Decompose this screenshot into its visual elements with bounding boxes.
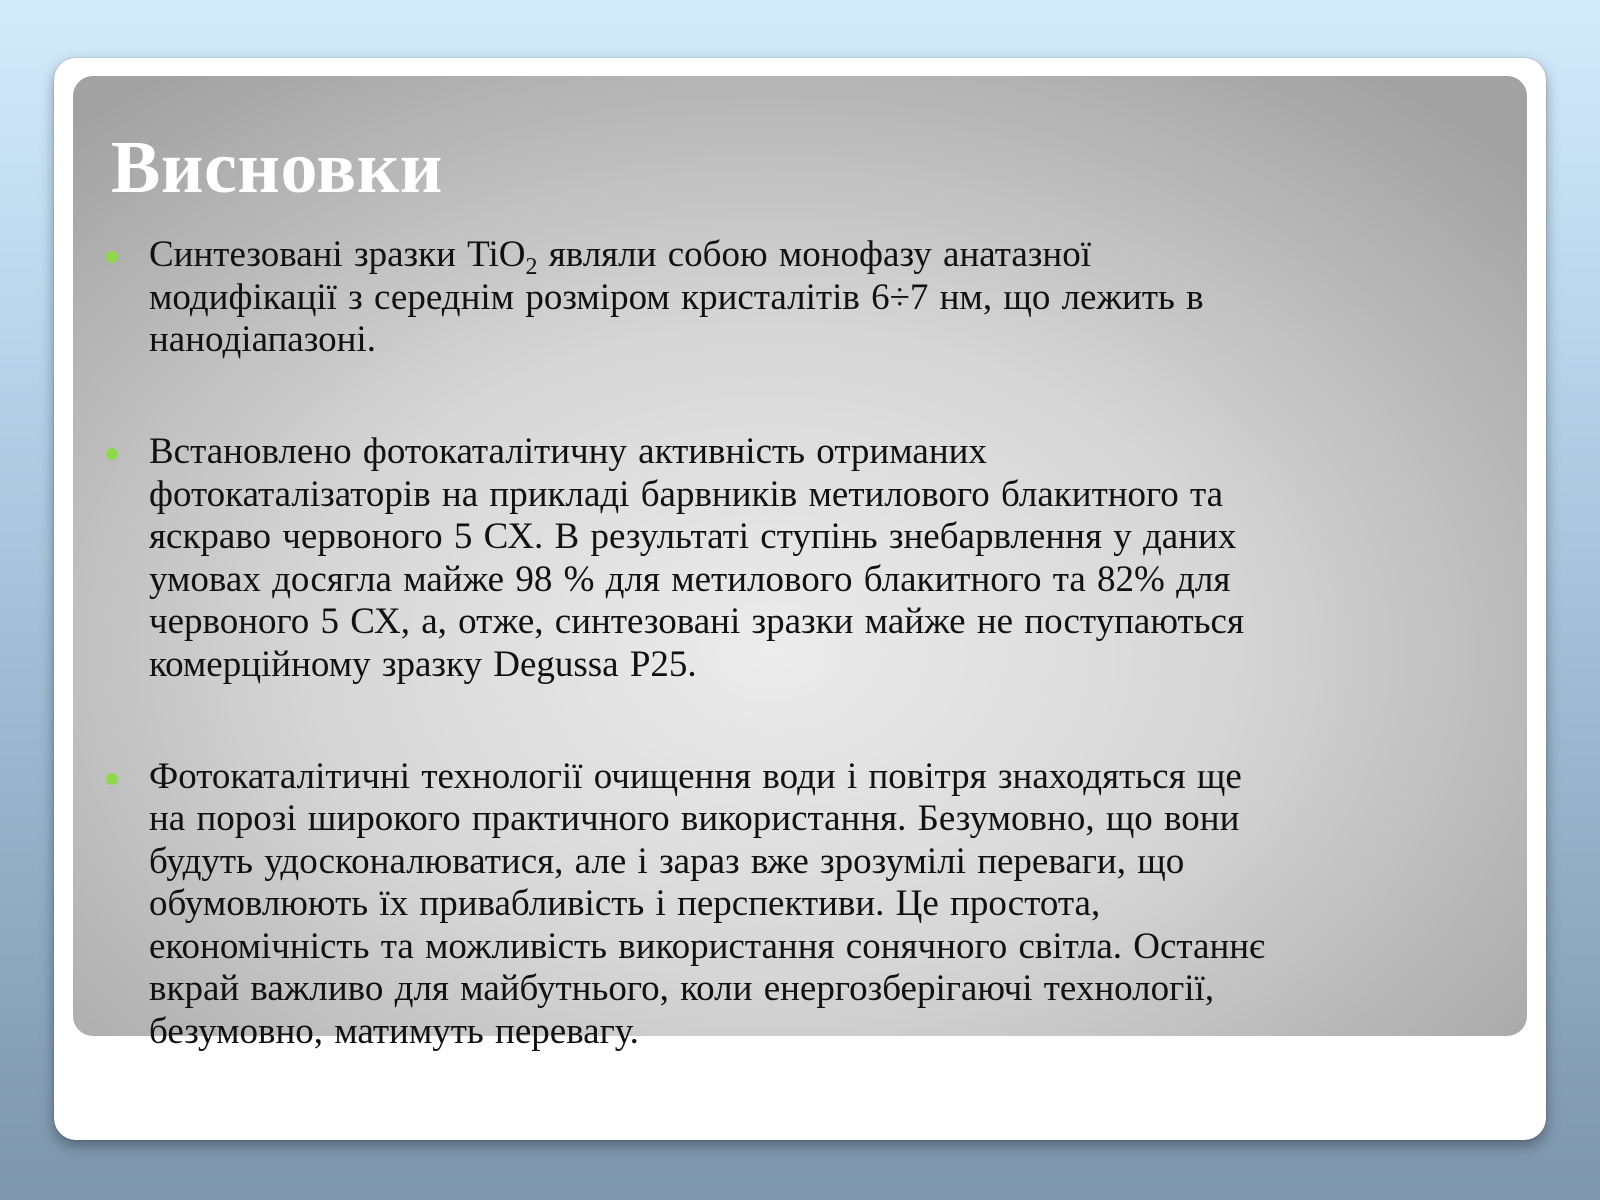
- bullet-activity: [106, 431, 1526, 729]
- blank-line: [149, 362, 1526, 405]
- bullet-line: нанодіапазоні.: [149, 319, 376, 360]
- bullet-marker-icon: [106, 251, 118, 263]
- bullet-text: являли собою монофазу анатазної: [537, 234, 1091, 275]
- conclusions-list: [106, 234, 1526, 1053]
- subscript: 2: [525, 254, 538, 280]
- bullet-line: модифікації з середнім розміром кристалітів 6÷7 нм, що лежить в: [149, 276, 1204, 318]
- bullet-synthesis: [106, 234, 1526, 404]
- bullet-line: червоного 5 СХ, а, отже, синтезовані зразки майже не поступаються: [149, 601, 1244, 642]
- bullet-line: безумовно, матимуть перевагу.: [149, 1010, 639, 1052]
- bullet-technologies: [106, 756, 1526, 1054]
- bullet-line: [149, 234, 1526, 280]
- bullet-line: умовах досягла майже 98 % для метилового блакитного та 82% для: [149, 558, 1231, 600]
- bullet-line: будуть удосконалюватися, але і зараз вже зрозумілі переваги, що: [149, 840, 1185, 882]
- blank-line: [149, 686, 1526, 729]
- bullet-line: на порозі широкого практичного використання. Безумовно, що вони: [149, 798, 1240, 839]
- bullet-line: комерційному зразку Degussa P25.: [149, 643, 697, 685]
- slide-title: Висновки: [111, 127, 443, 209]
- bullet-line: обумовлюють їх привабливість і перспективи. Це простота,: [149, 883, 1101, 924]
- bullet-text: Синтезовані зразки TiO: [149, 234, 526, 275]
- bullet-line: фотокаталізаторів на прикладі барвників метилового блакитного та: [149, 473, 1224, 515]
- bullet-marker-icon: [106, 448, 118, 460]
- bullet-line: Фотокаталітичні технології очищення води і повітря знаходяться ще: [149, 755, 1242, 797]
- bullet-marker-icon: [106, 773, 118, 785]
- bullet-line: економічність та можливість використання сонячного світла. Останнє: [149, 925, 1265, 967]
- bullet-line: яскраво червоного 5 СХ. В результаті ступінь знебарвлення у даних: [149, 516, 1237, 557]
- bullet-line: Встановлено фотокаталітичну активність отриманих: [149, 431, 987, 472]
- bullet-line: вкрай важливо для майбутнього, коли енергозберігаючі технології,: [149, 968, 1215, 1009]
